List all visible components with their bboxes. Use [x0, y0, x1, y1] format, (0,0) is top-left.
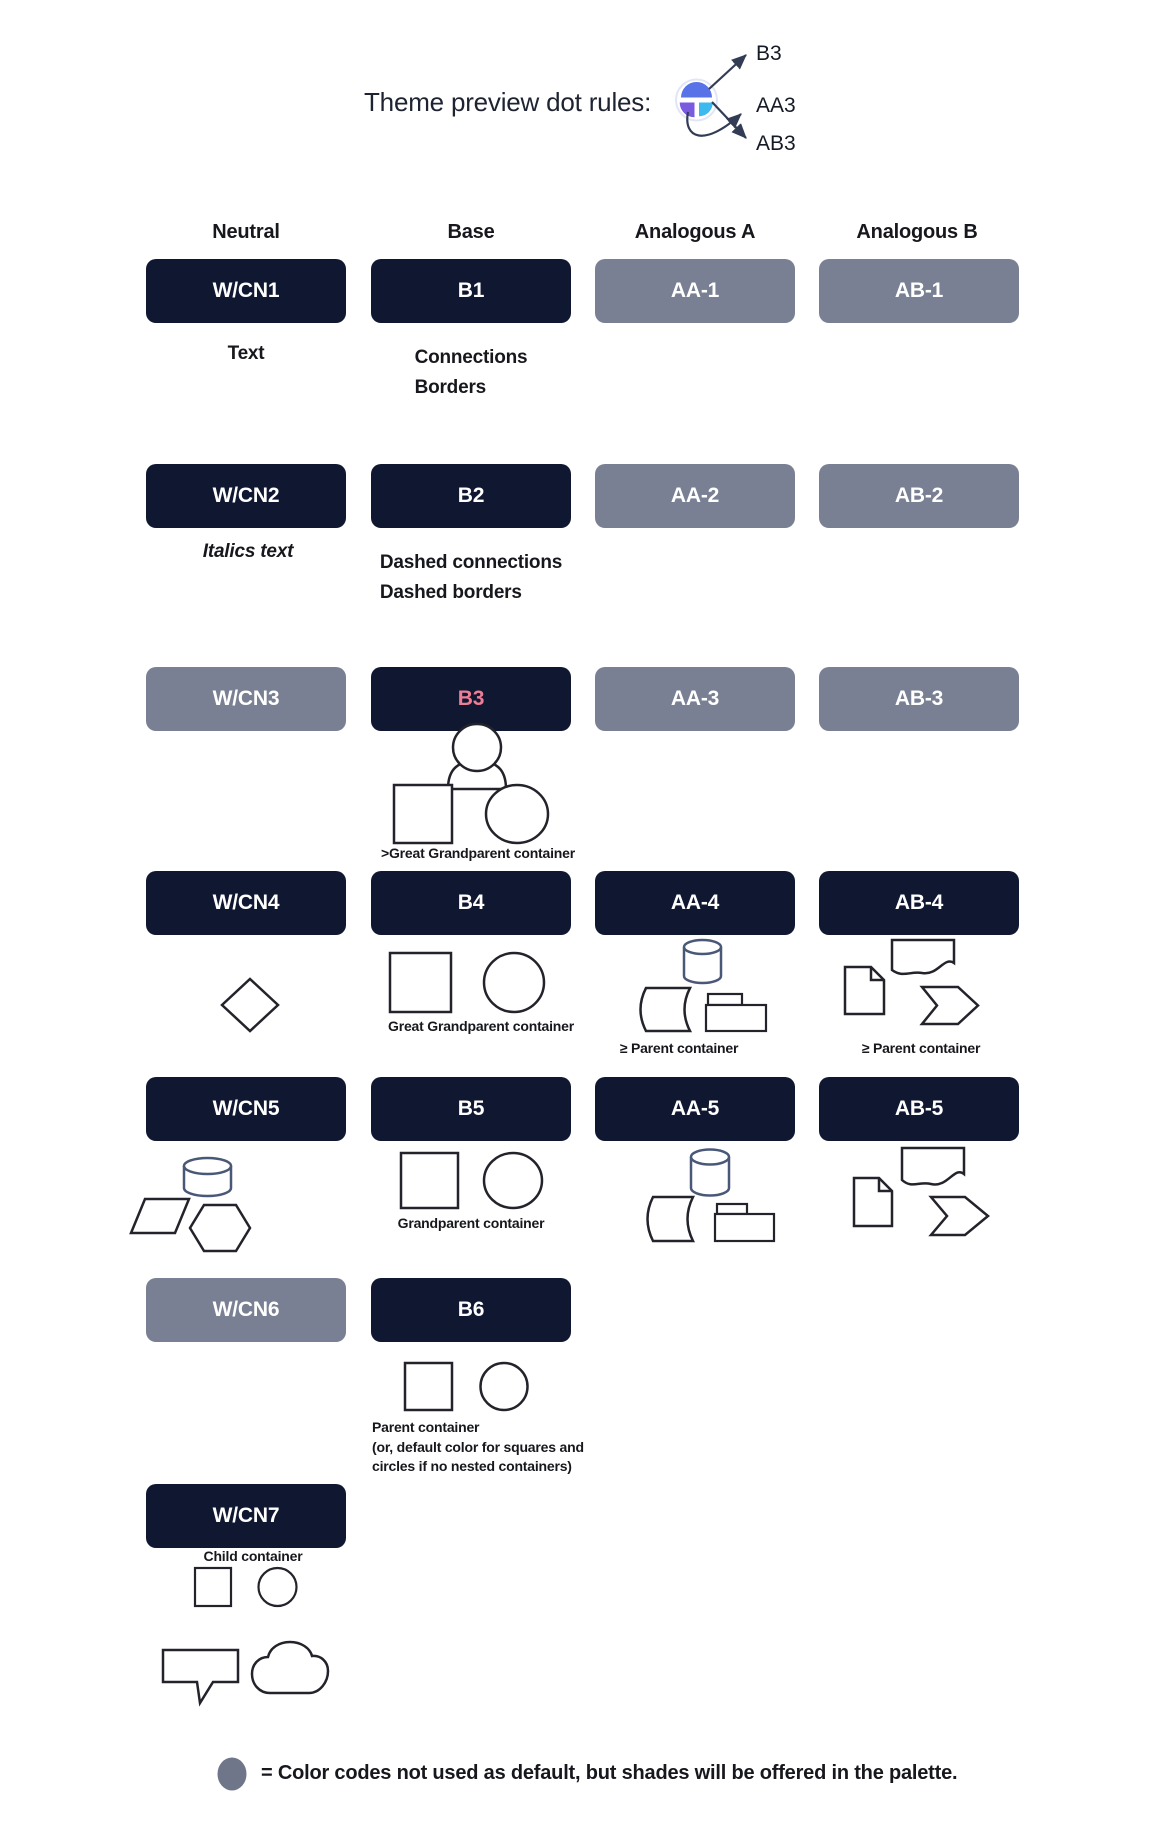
document-shape: [902, 1148, 964, 1184]
cloud-shape: [252, 1642, 328, 1693]
swatch-aa1: AA-1: [595, 259, 795, 323]
square-shape: [394, 785, 452, 843]
speech-bubble-shape: [163, 1650, 238, 1703]
chevron-shape: [931, 1197, 988, 1235]
swatch-wcn5: W/CN5: [146, 1077, 346, 1141]
square-shape: [401, 1153, 458, 1208]
circle-shape: [481, 1363, 528, 1410]
stored-data-shape: [648, 1197, 694, 1241]
aa5-shapes: [648, 1150, 775, 1242]
dot-target-aa3: AA3: [756, 94, 796, 117]
square-shape: [405, 1363, 452, 1410]
swatch-ab1: AB-1: [819, 259, 1019, 323]
swatch-wcn4: W/CN4: [146, 871, 346, 935]
swatch-b5: B5: [371, 1077, 571, 1141]
column-header-analogous-a: Analogous A: [634, 221, 756, 243]
cylinder-icon: [691, 1150, 729, 1196]
misc-shapes: [163, 1642, 328, 1703]
label-gt-great-grandparent: >Great Grandparent container: [381, 845, 575, 861]
diamond-shape: [222, 979, 278, 1031]
parent-shapes: [405, 1363, 528, 1410]
caption-text: Text: [227, 343, 265, 364]
ab5-shapes: [854, 1148, 988, 1235]
dot-target-ab3: AB3: [756, 132, 796, 155]
swatch-wcn3: W/CN3: [146, 667, 346, 731]
label-ge-parent-aa: ≥ Parent container: [619, 1040, 739, 1056]
theme-preview-dot-icon: [676, 80, 717, 121]
cylinder-icon: [684, 940, 721, 983]
circle-shape: [486, 785, 548, 843]
great-grandparent-gt-shapes: [394, 724, 548, 843]
swatch-aa4: AA-4: [595, 871, 795, 935]
circle-shape: [484, 1153, 542, 1208]
circle-shape: [259, 1568, 297, 1606]
column-header-analogous-b: Analogous B: [856, 221, 978, 243]
swatch-wcn2: W/CN2: [146, 464, 346, 528]
swatch-wcn1: W/CN1: [146, 259, 346, 323]
person-head-shape: [453, 724, 501, 771]
swatch-aa5: AA-5: [595, 1077, 795, 1141]
swatch-b4: B4: [371, 871, 571, 935]
great-grandparent-shapes: [390, 953, 544, 1012]
note-shape: [854, 1178, 892, 1226]
swatch-wcn7: W/CN7: [146, 1484, 346, 1548]
caption-dashed-borders: Dashed borders: [379, 582, 522, 603]
grandparent-shapes: [401, 1153, 542, 1208]
legend-dot-icon: [218, 1758, 247, 1791]
swatch-ab4: AB-4: [819, 871, 1019, 935]
column-header-base: Base: [447, 221, 495, 243]
folder-shape: [715, 1204, 774, 1241]
swatch-ab2: AB-2: [819, 464, 1019, 528]
aa4-shapes: [641, 940, 767, 1031]
swatch-ab5: AB-5: [819, 1077, 1019, 1141]
swatch-aa3: AA-3: [595, 667, 795, 731]
caption-italics-text: Italics text: [202, 541, 294, 562]
wcn5-shapes: [131, 1158, 250, 1251]
circle-shape: [484, 953, 544, 1012]
swatch-b2: B2: [371, 464, 571, 528]
dot-target-b3: B3: [756, 42, 782, 65]
child-shapes: [195, 1568, 297, 1606]
label-great-grandparent: Great Grandparent container: [388, 1018, 574, 1034]
square-shape: [195, 1568, 231, 1606]
ab4-shapes: [845, 940, 978, 1024]
label-parent-line1: Parent container: [372, 1419, 480, 1435]
label-parent-line2: (or, default color for squares and: [372, 1438, 584, 1455]
cylinder-icon: [184, 1158, 231, 1196]
document-shape: [892, 940, 954, 974]
swatch-wcn6: W/CN6: [146, 1278, 346, 1342]
arrow-to-b3: [709, 55, 746, 89]
label-ge-parent-ab: ≥ Parent container: [861, 1040, 981, 1056]
note-shape: [845, 967, 884, 1014]
parallelogram-shape: [131, 1199, 189, 1233]
swatch-b1: B1: [371, 259, 571, 323]
page-title: Theme preview dot rules:: [364, 87, 652, 117]
label-parent-line3: circles if no nested containers): [372, 1458, 572, 1474]
swatch-b3: B3: [371, 667, 571, 731]
column-header-neutral: Neutral: [212, 221, 280, 243]
swatch-b6: B6: [371, 1278, 571, 1342]
caption-connections: Connections: [414, 347, 528, 368]
stored-data-shape: [641, 988, 691, 1031]
square-shape: [390, 953, 451, 1012]
legend-text: = Color codes not used as default, but shades will be offered in the palette.: [261, 1762, 958, 1784]
label-child-container: Child container: [203, 1548, 303, 1564]
chevron-shape: [922, 987, 978, 1024]
caption-dashed-connections: Dashed connections: [379, 552, 563, 573]
swatch-ab3: AB-3: [819, 667, 1019, 731]
folder-shape: [706, 994, 766, 1031]
caption-borders: Borders: [414, 377, 487, 398]
label-grandparent: Grandparent container: [397, 1215, 545, 1231]
swatch-aa2: AA-2: [595, 464, 795, 528]
hexagon-shape: [190, 1205, 250, 1251]
